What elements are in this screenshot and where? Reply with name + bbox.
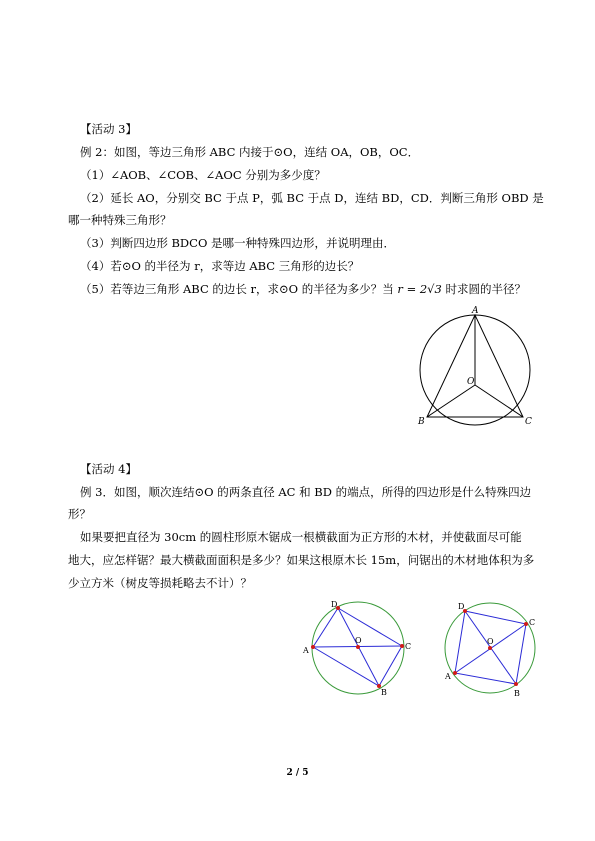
timber-paragraph-line1: 如果要把直径为 30cm 的圆柱形原木锯成一根横截面为正方形的木材，并使截面尽可能 — [80, 530, 522, 544]
figure3-point-A — [453, 671, 457, 675]
figure2-label-C: C — [405, 642, 412, 651]
figure1-label-B: B — [418, 417, 425, 427]
example3-line2: 形？ — [68, 507, 91, 521]
page-number: 2 / 5 — [286, 768, 309, 778]
timber-paragraph-line2: 地大，应怎样锯？最大横截面面积是多少？如果这根原木长 15m，问锯出的木材地体积为多 — [68, 553, 535, 567]
figure3-label-B: B — [514, 689, 520, 698]
example3-line1: 例 3．如图，顺次连结⊙O 的两条直径 AC 和 BD 的端点，所得的四边形是什么特殊四边 — [80, 485, 532, 499]
figure1-label-C: C — [525, 417, 532, 427]
activity4-heading: 【活动 4】 — [80, 462, 137, 476]
question-5 — [80, 282, 526, 296]
figure1-label-O: O — [467, 377, 475, 387]
question-1: （1）∠AOB、∠COB、∠AOC 分别为多少度？ — [80, 168, 326, 182]
figure1-label-A: A — [472, 306, 479, 316]
question-5-formula: r = 2√3 — [397, 282, 442, 296]
question-2-line2: 哪一种特殊三角形？ — [68, 213, 172, 227]
figure2-point-A — [311, 645, 315, 649]
question-5-part1: （5）若等边三角形 ABC 的边长 r，求⊙O 的半径为多少？当 — [80, 282, 394, 296]
figure2-point-C — [400, 644, 404, 648]
figure3-label-C: C — [529, 618, 536, 627]
activity3-heading: 【活动 3】 — [80, 122, 137, 136]
figure2-label-D: D — [331, 600, 338, 609]
figure3-point-B — [514, 682, 518, 686]
question-2-line1: （2）延长 AO，分别交 BC 于点 P，弧 BC 于点 D，连结 BD，CD．判断三角形 OBD 是 — [80, 191, 544, 205]
figure2-label-B: B — [381, 688, 387, 697]
figure-inscribed-triangle — [415, 305, 540, 430]
timber-paragraph-line3: 少立方米（树皮等损耗略去不计）？ — [68, 576, 252, 590]
figure2-label-A: A — [303, 646, 309, 655]
figure2-point-O — [356, 645, 360, 649]
figure3-label-A: A — [445, 672, 451, 681]
figure2-label-O: O — [355, 636, 362, 645]
question-3: （3）判断四边形 BDCO 是哪一种特殊四边形，并说明理由． — [80, 236, 396, 250]
question-4: （4）若⊙O 的半径为 r，求等边 ABC 三角形的边长？ — [80, 259, 360, 273]
example2-text: 例 2：如图，等边三角形 ABC 内接于⊙O，连结 OA，OB，OC． — [80, 145, 420, 159]
figure3-label-O: O — [487, 637, 494, 646]
figure-diameters-right — [440, 598, 555, 703]
question-5-part2: 时求圆的半径？ — [445, 282, 526, 296]
figure3-point-O — [488, 646, 492, 650]
figure-diameters-left — [300, 598, 420, 703]
figure3-label-D: D — [458, 602, 465, 611]
figure3-point-C — [524, 622, 528, 626]
